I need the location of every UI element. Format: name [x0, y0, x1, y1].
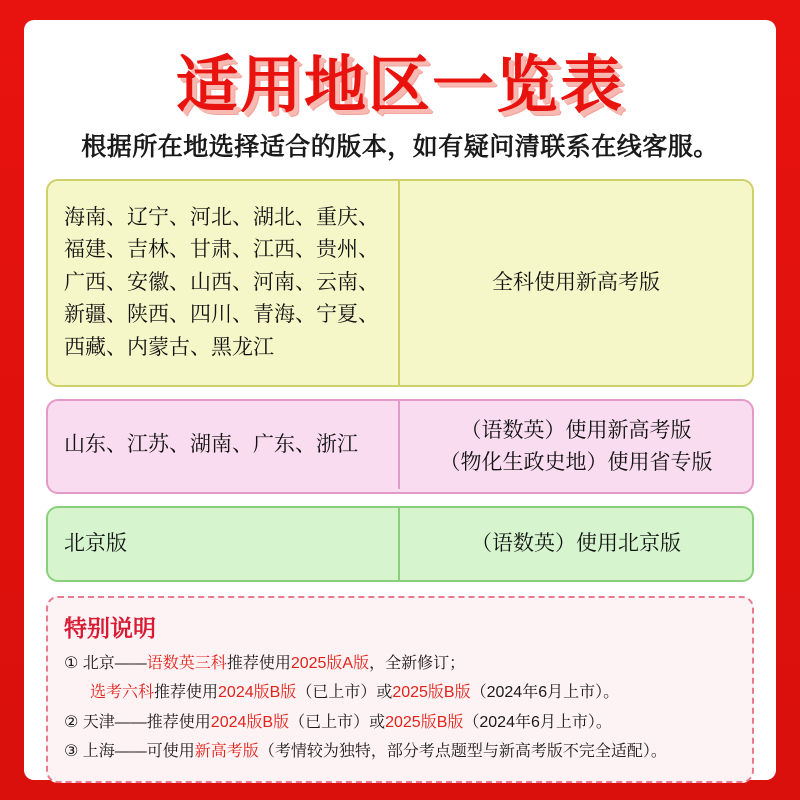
- special-notes-title: 特别说明: [64, 615, 156, 642]
- version-line: （语数英）使用新高考版: [460, 419, 692, 443]
- note-highlight: 2024版B版: [210, 713, 290, 731]
- region-list-text: 北京版: [64, 531, 127, 555]
- note-item-2: [64, 710, 736, 736]
- page-title: 适用地区一览表: [175, 48, 624, 121]
- note-text: 推荐使用: [154, 684, 219, 702]
- note-text: （2024年6月上市）。: [470, 684, 620, 702]
- content-card: [24, 20, 776, 780]
- note-text: ，全新修订；: [369, 655, 466, 673]
- special-notes-box: [46, 596, 754, 783]
- note-text: ③ 上海——可使用: [64, 743, 195, 761]
- note-highlight: 语数英三科: [146, 655, 227, 673]
- region-list-text: 海南、辽宁、河北、湖北、重庆、福建、吉林、甘肃、江西、贵州、广西、安徽、山西、河南、云南、新疆、陕西、四川、青海、宁夏、西藏、内蒙古、黑龙江: [64, 205, 379, 359]
- version-cell: [400, 181, 752, 385]
- note-text: ② 天津——推荐使用: [64, 713, 211, 731]
- note-item-3: [64, 739, 736, 765]
- note-text: （2024年6月上市）。: [463, 713, 612, 731]
- note-item-1-line-2: [64, 680, 736, 706]
- region-list-cell: [48, 401, 400, 489]
- page-title-wrap: [46, 48, 754, 121]
- region-list-cell: [48, 181, 400, 385]
- page-subtitle: 根据所在地选择适合的版本，如有疑问清联系在线客服。: [81, 133, 719, 162]
- note-item-1-line-1: [64, 651, 736, 677]
- note-text: （已上市）或: [289, 713, 386, 731]
- note-text: 推荐使用: [226, 655, 291, 673]
- version-line: （语数英）使用北京版: [471, 532, 681, 556]
- note-text: ① 北京——: [64, 655, 147, 673]
- region-list-text: 山东、江苏、湖南、广东、浙江: [64, 432, 358, 456]
- table-row: [46, 506, 754, 582]
- version-line: 全科使用新高考版: [492, 271, 660, 295]
- region-list-cell: [48, 508, 400, 580]
- version-cell: [400, 401, 752, 492]
- note-highlight: 2025版A版: [290, 655, 370, 673]
- table-row: [46, 399, 754, 494]
- note-text: （已上市）或: [296, 684, 393, 702]
- note-highlight: 2025版B版: [385, 713, 464, 731]
- note-highlight: 2025版B版: [392, 684, 471, 702]
- note-highlight: 2024版B版: [218, 684, 297, 702]
- table-row: [46, 179, 754, 387]
- version-line: （物化生政史地）使用省专版: [439, 450, 713, 474]
- note-highlight: 选考六科: [90, 684, 155, 702]
- version-cell: [400, 508, 752, 580]
- note-text: （考情较为独特，部分考点题型与新高考版不完全适配）。: [258, 743, 667, 761]
- note-highlight: 新高考版: [194, 743, 259, 761]
